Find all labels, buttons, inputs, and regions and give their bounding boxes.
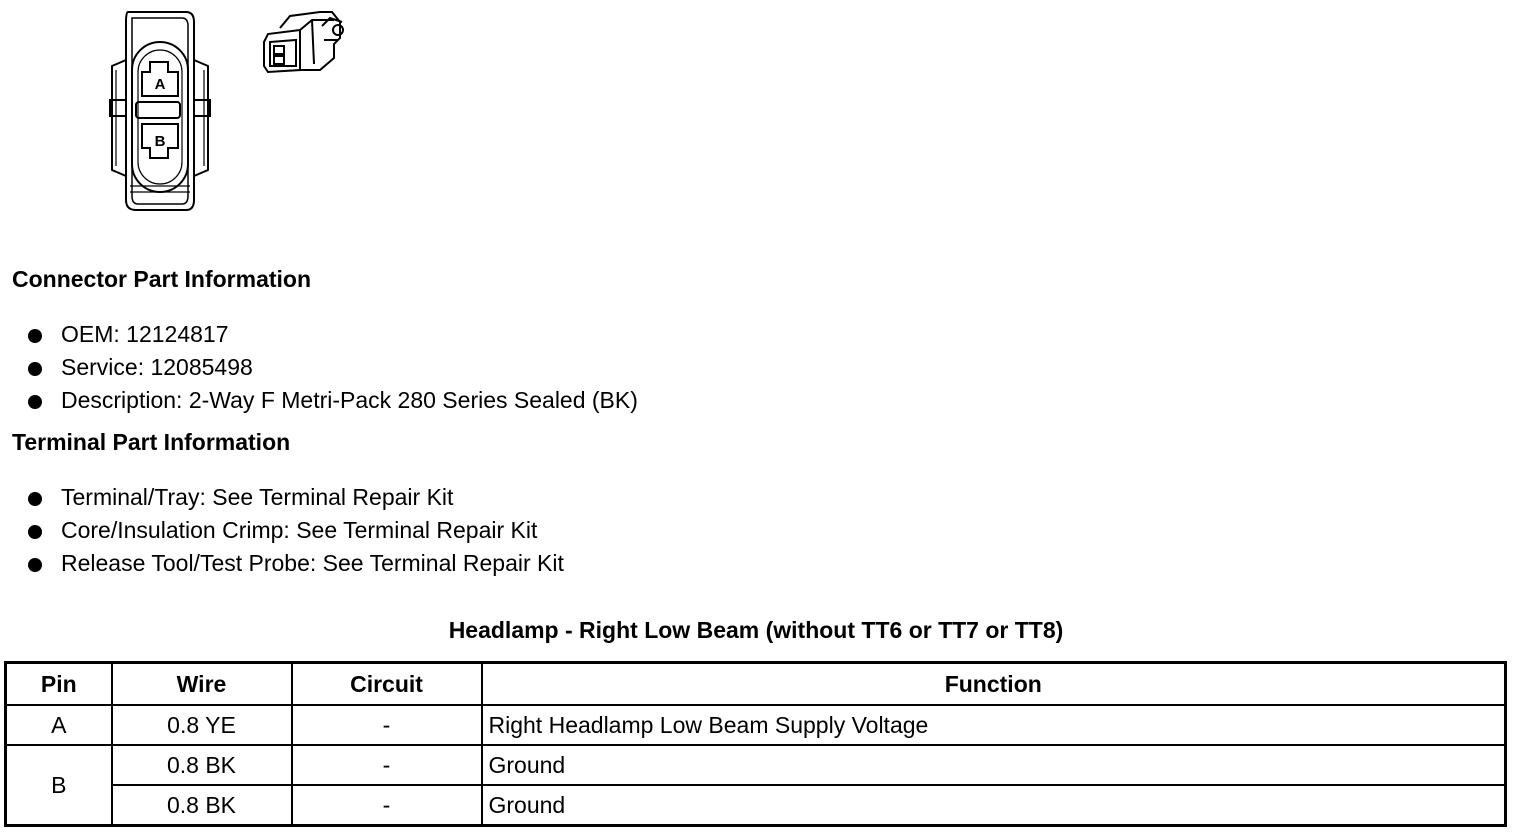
pinout-table (4, 661, 1507, 827)
header-function: Function (482, 663, 1506, 706)
list-item: Core/Insulation Crimp: See Terminal Repair Kit (28, 514, 564, 547)
header-pin: Pin (6, 663, 112, 706)
table-row (6, 745, 1506, 785)
table-caption: Headlamp - Right Low Beam (without TT6 or TT7 or TT8) (448, 617, 1064, 643)
list-item: Terminal/Tray: See Terminal Repair Kit (28, 481, 564, 514)
cell-circuit: - (292, 785, 482, 826)
connector-section-title: Connector Part Information (12, 266, 312, 292)
cell-function: Ground (482, 745, 1506, 785)
table-row (6, 705, 1506, 745)
header-wire: Wire (112, 663, 292, 706)
header-circuit: Circuit (292, 663, 482, 706)
pin-a-label: A (154, 76, 166, 93)
cell-pin: A (6, 705, 112, 745)
table-row (6, 785, 1506, 826)
list-item: Release Tool/Test Probe: See Terminal Repair Kit (28, 547, 564, 580)
connector-info-list (28, 318, 638, 417)
bullet-icon (28, 525, 42, 539)
cell-circuit: - (292, 705, 482, 745)
bullet-icon (28, 395, 42, 409)
bullet-icon (28, 558, 42, 572)
terminal-section-title: Terminal Part Information (12, 429, 291, 455)
terminal-info-list (28, 481, 564, 580)
cell-function: Right Headlamp Low Beam Supply Voltage (482, 705, 1506, 745)
list-item: Service: 12085498 (28, 351, 638, 384)
cell-wire: 0.8 BK (112, 785, 292, 826)
list-item: Description: 2-Way F Metri-Pack 280 Series Sealed (BK) (28, 384, 638, 417)
cell-function: Ground (482, 785, 1506, 826)
cell-circuit: - (292, 745, 482, 785)
cell-wire: 0.8 BK (112, 745, 292, 785)
cell-pin: B (6, 745, 112, 826)
bullet-icon (28, 492, 42, 506)
connector-diagram (100, 6, 360, 218)
bullet-icon (28, 362, 42, 376)
table-header-row (6, 663, 1506, 706)
bullet-icon (28, 329, 42, 343)
cell-wire: 0.8 YE (112, 705, 292, 745)
pin-b-label: B (154, 133, 166, 150)
list-item: OEM: 12124817 (28, 318, 638, 351)
